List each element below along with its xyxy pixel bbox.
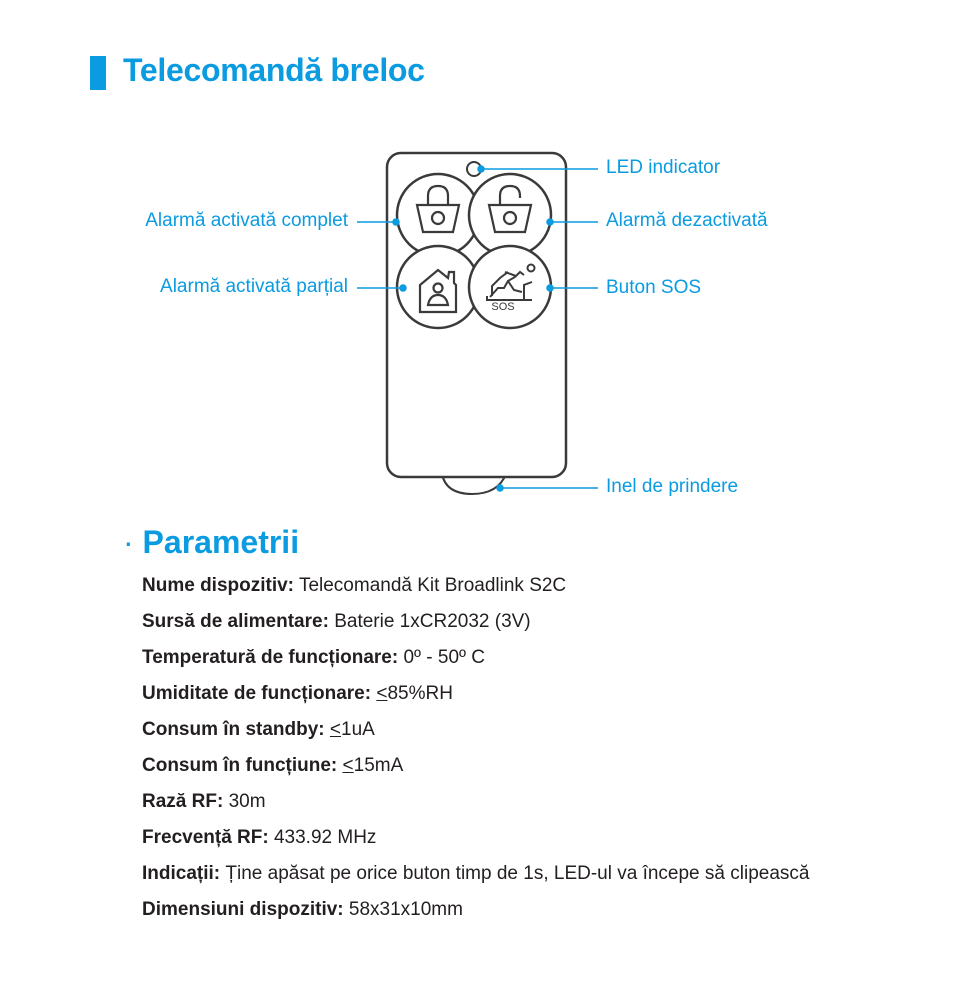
param-row-standby: [142, 716, 809, 752]
param-value: 85%RH: [387, 683, 453, 704]
callout-led-indicator: LED indicator: [606, 157, 721, 178]
param-label: Nume dispozitiv:: [142, 575, 295, 596]
param-prefix: <: [342, 755, 354, 776]
page-title: Telecomandă breloc: [123, 52, 425, 88]
param-row-operating: [142, 752, 809, 788]
param-value: 30m: [228, 791, 266, 812]
param-row-rf-range: [142, 788, 809, 824]
param-prefix: <: [329, 719, 342, 740]
param-value: 15mA: [353, 755, 404, 776]
param-value: Baterie 1xCR2032 (3V): [334, 611, 531, 632]
param-label: Rază RF:: [142, 791, 224, 812]
callout-arm-full: Alarmă activată complet: [145, 210, 348, 231]
param-label: Sursă de alimentare:: [142, 611, 329, 632]
param-label: Indicații:: [142, 863, 221, 884]
parameters-title: [123, 524, 299, 561]
param-row-rf-frequency: [142, 824, 809, 860]
param-label: Consum în standby:: [142, 719, 325, 740]
param-label: Frecvență RF:: [142, 827, 269, 848]
parameters-title-dot: ·: [123, 524, 134, 560]
param-value: 0º - 50º C: [403, 647, 485, 668]
param-label: Temperatură de funcționare:: [142, 647, 399, 668]
callout-arm-partial: Alarmă activată parțial: [160, 276, 348, 297]
callout-disarm: Alarmă dezactivată: [606, 210, 768, 231]
param-row-temperature: [142, 644, 809, 680]
param-label: Umiditate de funcționare:: [142, 683, 372, 704]
param-value: 433.92 MHz: [273, 827, 377, 848]
param-value: 58x31x10mm: [348, 899, 463, 920]
param-row-dimensions: [142, 896, 809, 932]
param-prefix: <: [376, 683, 388, 704]
parameters-title-text: Parametrii: [142, 524, 300, 560]
param-label: Dimensiuni dispozitiv:: [142, 899, 344, 920]
callout-sos: Buton SOS: [606, 277, 702, 298]
param-row-indications: [142, 860, 809, 896]
arm-partial-button: [397, 246, 479, 328]
sos-button: [469, 246, 551, 328]
callout-key-ring: Inel de prindere: [606, 476, 739, 497]
param-row-device-name: [142, 572, 809, 608]
parameters-list: [142, 572, 809, 932]
param-label: Consum în funcțiune:: [142, 755, 338, 776]
sos-icon-label: SOS: [491, 301, 515, 313]
param-row-power-source: [142, 608, 809, 644]
param-value: Ține apăsat pe orice buton timp de 1s, LED-ul va începe să clipească: [225, 863, 810, 884]
param-row-humidity: [142, 680, 809, 716]
param-value: 1uA: [341, 719, 375, 740]
param-value: Telecomandă Kit Broadlink S2C: [298, 575, 567, 596]
